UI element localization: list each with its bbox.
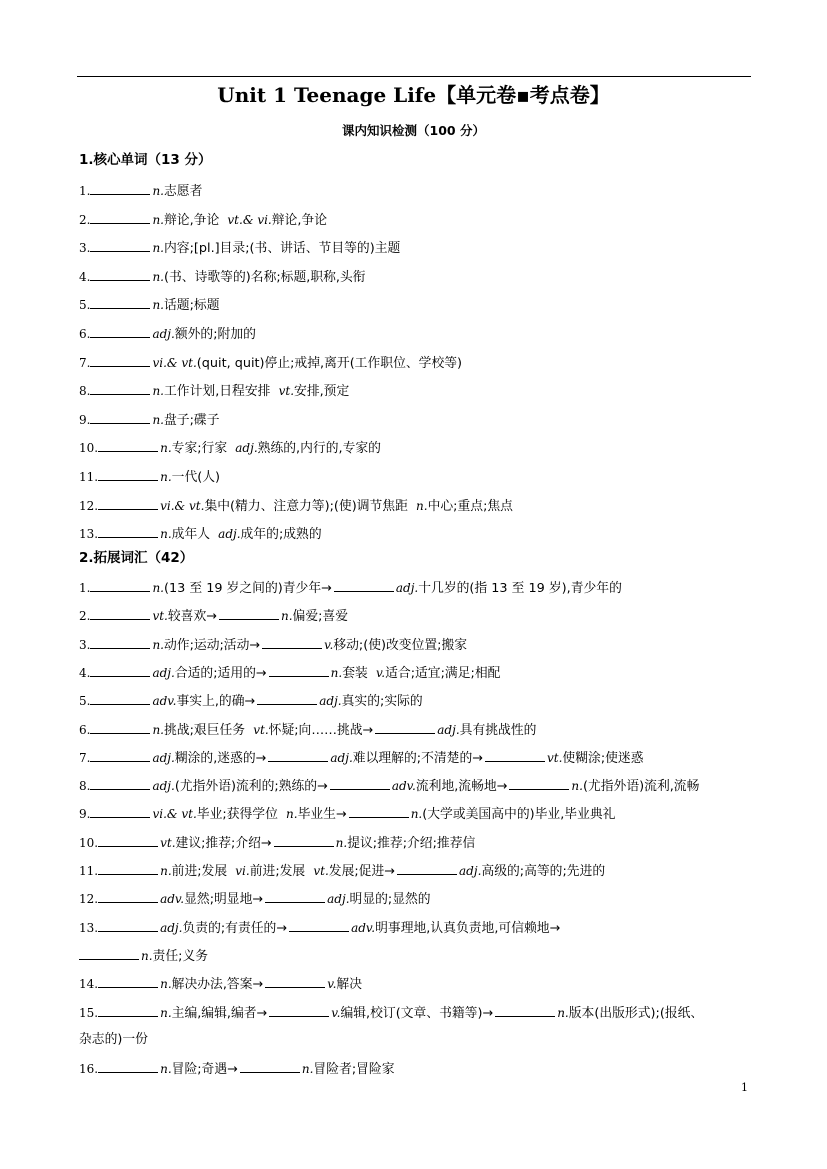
part-of-speech: n. bbox=[141, 948, 153, 963]
answer-blank[interactable] bbox=[90, 776, 150, 790]
part-of-speech: adj. bbox=[152, 750, 175, 765]
part-of-speech: adj. bbox=[152, 327, 175, 341]
list-item bbox=[79, 889, 759, 909]
answer-blank[interactable] bbox=[90, 295, 150, 309]
answer-blank[interactable] bbox=[509, 776, 569, 790]
definition: 内容;[pl.]目录;(书、讲话、节目等的)主题 bbox=[164, 241, 401, 257]
definition: 成年的;成熟的 bbox=[240, 527, 322, 543]
item-number: 3. bbox=[79, 241, 91, 256]
part-of-speech: vi.& vt. bbox=[152, 807, 197, 822]
definition: (书、诗歌等的)名称;标题,职称,头衔 bbox=[164, 269, 366, 285]
answer-blank[interactable] bbox=[219, 606, 279, 620]
item-number: 16. bbox=[79, 1062, 99, 1077]
answer-blank[interactable] bbox=[98, 833, 158, 847]
answer-blank[interactable] bbox=[98, 889, 158, 903]
answer-blank[interactable] bbox=[240, 1059, 300, 1073]
list-item bbox=[79, 776, 759, 796]
definition: 糊涂的,迷惑的→ bbox=[174, 750, 267, 766]
answer-blank[interactable] bbox=[90, 748, 150, 762]
definition: 前进;发展 bbox=[249, 864, 306, 879]
definition: 怀疑;向……挑战→ bbox=[268, 722, 374, 738]
answer-blank[interactable] bbox=[269, 1003, 329, 1017]
answer-blank[interactable] bbox=[90, 410, 150, 424]
list-item bbox=[79, 691, 759, 711]
item-number: 1. bbox=[79, 581, 91, 595]
list-item bbox=[79, 353, 759, 373]
definition: 版本(出版形式);(报纸、 bbox=[568, 1005, 704, 1021]
list-item bbox=[79, 438, 759, 458]
answer-blank[interactable] bbox=[98, 524, 158, 538]
part-of-speech: adj. bbox=[218, 527, 241, 542]
definition: 辩论,争论 bbox=[164, 212, 220, 228]
list-item bbox=[79, 381, 759, 401]
answer-blank[interactable] bbox=[98, 467, 158, 481]
item-number: 6. bbox=[79, 327, 91, 341]
list-item bbox=[79, 181, 759, 201]
list-item bbox=[79, 861, 759, 881]
definition: 盘子;碟子 bbox=[164, 412, 220, 428]
part-of-speech: adv. bbox=[391, 779, 416, 794]
part-of-speech: n. bbox=[416, 498, 428, 513]
item-number: 12. bbox=[79, 498, 99, 513]
answer-blank[interactable] bbox=[98, 861, 158, 875]
item-number: 8. bbox=[79, 384, 91, 399]
answer-blank[interactable] bbox=[334, 578, 394, 592]
definition: 辩论,争论 bbox=[271, 212, 328, 228]
part-of-speech: vi. bbox=[235, 864, 250, 878]
definition: 高级的;高等的;先进的 bbox=[481, 864, 606, 879]
answer-blank[interactable] bbox=[90, 606, 150, 620]
item-number: 10. bbox=[79, 835, 99, 850]
list-item bbox=[79, 833, 759, 853]
list-item bbox=[79, 974, 759, 994]
definition: (尤指外语)流利的;熟练的→ bbox=[174, 779, 328, 795]
definition: 十几岁的(指 13 至 19 岁),青少年的 bbox=[418, 581, 622, 596]
definition: 前进;发展 bbox=[171, 864, 228, 879]
item-number: 13. bbox=[79, 920, 99, 935]
list-item bbox=[79, 663, 759, 683]
answer-blank[interactable] bbox=[397, 861, 457, 875]
part-of-speech: n. bbox=[152, 412, 164, 427]
definition: 中心;重点;焦点 bbox=[427, 498, 513, 514]
part-of-speech: adj. bbox=[330, 750, 353, 765]
item-number: 14. bbox=[79, 977, 99, 992]
definition-continued: 杂志的)一份 bbox=[79, 1031, 148, 1047]
list-item bbox=[79, 720, 759, 740]
definition: (大学或美国高中的)毕业,毕业典礼 bbox=[422, 807, 616, 823]
part-of-speech: adv. bbox=[160, 892, 185, 907]
definition: 真实的;实际的 bbox=[341, 694, 423, 710]
part-of-speech: vt.& vi. bbox=[227, 212, 272, 227]
definition: 难以理解的;不清楚的→ bbox=[352, 750, 483, 766]
part-of-speech: n. bbox=[335, 835, 348, 850]
definition: 主编,编辑,编者→ bbox=[171, 1005, 268, 1021]
part-of-speech: n. bbox=[160, 1005, 172, 1020]
part-of-speech: n. bbox=[160, 470, 172, 484]
part-of-speech: adj. bbox=[152, 779, 175, 794]
item-number: 4. bbox=[79, 269, 91, 284]
part-of-speech: n. bbox=[152, 212, 164, 227]
definition: 使糊涂;使迷惑 bbox=[562, 750, 644, 766]
part-of-speech: vi.& vt. bbox=[152, 355, 197, 370]
part-of-speech: vt. bbox=[547, 750, 563, 765]
part-of-speech: n. bbox=[571, 779, 583, 794]
part-of-speech: n. bbox=[152, 298, 164, 313]
answer-blank[interactable] bbox=[90, 353, 150, 367]
answer-blank[interactable] bbox=[265, 974, 325, 988]
answer-blank[interactable] bbox=[90, 267, 150, 281]
part-of-speech: vt. bbox=[152, 609, 168, 624]
part-of-speech: n. bbox=[330, 665, 343, 680]
list-item bbox=[79, 467, 759, 487]
item-number: 9. bbox=[79, 807, 91, 822]
item-number: 4. bbox=[79, 665, 91, 680]
list-item bbox=[79, 1003, 759, 1023]
answer-blank[interactable] bbox=[90, 804, 150, 818]
definition: 冒险者;冒险家 bbox=[313, 1062, 395, 1078]
definition: 解决 bbox=[336, 977, 362, 993]
part-of-speech: adj. bbox=[152, 665, 175, 680]
list-item bbox=[79, 496, 759, 516]
part-of-speech: n. bbox=[152, 581, 164, 595]
list-item bbox=[79, 946, 759, 966]
item-number: 15. bbox=[79, 1005, 99, 1020]
list-item bbox=[79, 238, 759, 258]
answer-blank[interactable] bbox=[90, 181, 150, 195]
definition: 毕业生→ bbox=[297, 807, 347, 823]
part-of-speech: adj. bbox=[327, 892, 350, 907]
part-of-speech: v. bbox=[331, 1005, 341, 1020]
item-number: 11. bbox=[79, 470, 99, 484]
part-of-speech: n. bbox=[152, 637, 164, 652]
header-rule bbox=[77, 76, 751, 77]
definition: 编辑,校订(文章、书籍等)→ bbox=[340, 1005, 494, 1021]
answer-blank[interactable] bbox=[90, 663, 150, 677]
list-item bbox=[79, 748, 759, 768]
definition: (13 至 19 岁之间的)青少年→ bbox=[164, 581, 332, 596]
answer-blank[interactable] bbox=[90, 210, 150, 224]
part-of-speech: adv. bbox=[152, 694, 177, 709]
list-item bbox=[79, 606, 759, 626]
definition: 话题;标题 bbox=[164, 298, 220, 314]
answer-blank[interactable] bbox=[90, 324, 150, 338]
definition: 动作;运动;活动→ bbox=[164, 637, 261, 653]
answer-blank[interactable] bbox=[90, 720, 150, 734]
list-item bbox=[79, 410, 759, 430]
part-of-speech: n. bbox=[160, 441, 172, 456]
part-of-speech: n. bbox=[160, 864, 172, 878]
definition: 流利地,流畅地→ bbox=[415, 779, 508, 795]
definition: 偏爱;喜爱 bbox=[292, 609, 349, 625]
part-of-speech: vt. bbox=[253, 722, 269, 737]
definition: 志愿者 bbox=[164, 184, 203, 199]
answer-blank[interactable] bbox=[257, 691, 317, 705]
part-of-speech: n. bbox=[152, 241, 164, 256]
answer-blank[interactable] bbox=[375, 720, 435, 734]
definition: 明事理地,认真负责地,可信赖地→ bbox=[375, 920, 561, 936]
definition: 适合;适宜;满足;相配 bbox=[385, 665, 501, 681]
part-of-speech: n. bbox=[557, 1005, 569, 1020]
definition: 显然;明显地→ bbox=[184, 892, 264, 908]
item-number: 12. bbox=[79, 892, 99, 907]
item-number: 3. bbox=[79, 637, 91, 652]
definition: 建议;推荐;介绍→ bbox=[175, 835, 272, 851]
part-of-speech: v. bbox=[375, 665, 386, 680]
section-heading-core-words: 1.核心单词（13 分） bbox=[79, 152, 212, 168]
list-item bbox=[79, 324, 759, 344]
part-of-speech: vt. bbox=[160, 835, 176, 850]
part-of-speech: adj. bbox=[437, 722, 460, 737]
item-number: 9. bbox=[79, 412, 91, 427]
definition: 合适的;适用的→ bbox=[174, 665, 267, 681]
part-of-speech: vt. bbox=[313, 864, 329, 878]
answer-blank[interactable] bbox=[495, 1003, 555, 1017]
definition: 熟练的,内行的,专家的 bbox=[257, 441, 381, 457]
definition: 套装 bbox=[342, 665, 368, 681]
answer-blank[interactable] bbox=[98, 438, 158, 452]
page-title: Unit 1 Teenage Life【单元卷▪考点卷】 bbox=[217, 83, 610, 107]
definition: 发展;促进→ bbox=[328, 864, 396, 879]
item-number: 5. bbox=[79, 298, 91, 313]
definition: 一代(人) bbox=[171, 470, 221, 485]
part-of-speech: n. bbox=[160, 977, 172, 992]
definition: 挑战;艰巨任务 bbox=[164, 722, 246, 738]
answer-blank[interactable] bbox=[274, 833, 334, 847]
part-of-speech: n. bbox=[160, 527, 172, 542]
part-of-speech: vi.& vt. bbox=[160, 498, 205, 513]
definition: 工作计划,日程安排 bbox=[164, 384, 271, 400]
part-of-speech: adj. bbox=[395, 581, 419, 595]
answer-blank[interactable] bbox=[90, 381, 150, 395]
page-number: 1 bbox=[741, 1081, 748, 1094]
list-item bbox=[79, 524, 759, 544]
definition: 负责的;有责任的→ bbox=[182, 920, 288, 936]
part-of-speech: adj. bbox=[319, 694, 342, 709]
definition: 成年人 bbox=[171, 527, 211, 543]
part-of-speech: n. bbox=[281, 609, 293, 624]
answer-blank[interactable] bbox=[349, 804, 409, 818]
definition: 集中(精力、注意力等);(使)调节焦距 bbox=[204, 498, 408, 514]
answer-blank[interactable] bbox=[98, 1059, 158, 1073]
item-number: 2. bbox=[79, 212, 91, 227]
answer-blank[interactable] bbox=[265, 889, 325, 903]
part-of-speech: vt. bbox=[278, 384, 295, 399]
part-of-speech: adj. bbox=[459, 864, 482, 878]
part-of-speech: v. bbox=[327, 977, 337, 992]
item-number: 5. bbox=[79, 694, 91, 709]
item-number: 6. bbox=[79, 722, 91, 737]
part-of-speech: n. bbox=[152, 384, 164, 399]
item-number: 10. bbox=[79, 441, 99, 456]
item-number: 7. bbox=[79, 355, 91, 370]
answer-blank[interactable] bbox=[330, 776, 390, 790]
list-item bbox=[79, 635, 759, 655]
definition: 毕业;获得学位 bbox=[196, 807, 278, 823]
list-item bbox=[79, 804, 759, 824]
item-number: 11. bbox=[79, 864, 99, 878]
item-number: 8. bbox=[79, 779, 91, 794]
part-of-speech: v. bbox=[324, 637, 334, 652]
item-number: 13. bbox=[79, 527, 99, 542]
part-of-speech: n. bbox=[152, 722, 164, 737]
item-number: 2. bbox=[79, 609, 91, 624]
part-of-speech: n. bbox=[301, 1062, 314, 1077]
answer-blank[interactable] bbox=[90, 691, 150, 705]
list-item bbox=[79, 578, 759, 598]
definition: 额外的;附加的 bbox=[174, 327, 256, 342]
definition: 安排,预定 bbox=[294, 384, 350, 400]
item-number: 7. bbox=[79, 750, 91, 765]
item-number: 1. bbox=[79, 184, 91, 198]
answer-blank[interactable] bbox=[269, 663, 329, 677]
part-of-speech: n. bbox=[152, 269, 164, 284]
list-item bbox=[79, 295, 759, 315]
definition: 责任;义务 bbox=[152, 948, 209, 964]
answer-blank[interactable] bbox=[90, 238, 150, 252]
answer-blank[interactable] bbox=[98, 918, 158, 932]
answer-blank[interactable] bbox=[90, 578, 150, 592]
list-item bbox=[79, 267, 759, 287]
list-item bbox=[79, 210, 759, 230]
definition: 冒险;奇遇→ bbox=[171, 1062, 238, 1078]
answer-blank[interactable] bbox=[268, 748, 328, 762]
part-of-speech: adj. bbox=[160, 920, 183, 935]
definition: 具有挑战性的 bbox=[459, 722, 537, 738]
answer-blank[interactable] bbox=[262, 635, 322, 649]
answer-blank[interactable] bbox=[98, 496, 158, 510]
part-of-speech: n. bbox=[160, 1062, 172, 1077]
section-heading-extended-vocab: 2.拓展词汇（42） bbox=[79, 550, 194, 566]
answer-blank[interactable] bbox=[98, 974, 158, 988]
answer-blank[interactable] bbox=[98, 1003, 158, 1017]
answer-blank[interactable] bbox=[90, 635, 150, 649]
answer-blank[interactable] bbox=[79, 946, 139, 960]
page-subtitle: 课内知识检测（100 分） bbox=[342, 123, 485, 138]
definition: 提议;推荐;介绍;推荐信 bbox=[347, 835, 476, 851]
part-of-speech: adv. bbox=[351, 920, 376, 935]
definition: 专家;行家 bbox=[171, 441, 228, 457]
list-item bbox=[79, 918, 759, 938]
definition: 事实上,的确→ bbox=[176, 694, 256, 710]
part-of-speech: adj. bbox=[235, 441, 258, 456]
definition: 解决办法,答案→ bbox=[171, 977, 264, 993]
definition: (尤指外语)流利,流畅 bbox=[582, 779, 700, 795]
definition: 移动;(使)改变位置;搬家 bbox=[333, 637, 468, 653]
part-of-speech: n. bbox=[152, 184, 164, 198]
list-item bbox=[79, 1031, 759, 1049]
part-of-speech: n. bbox=[410, 807, 423, 822]
definition: 较喜欢→ bbox=[167, 609, 217, 625]
definition: (quit, quit)停止;戒掉,离开(工作职位、学校等) bbox=[196, 355, 463, 371]
part-of-speech: n. bbox=[286, 807, 298, 822]
answer-blank[interactable] bbox=[289, 918, 349, 932]
list-item bbox=[79, 1059, 759, 1079]
definition: 明显的;显然的 bbox=[349, 892, 431, 908]
answer-blank[interactable] bbox=[485, 748, 545, 762]
